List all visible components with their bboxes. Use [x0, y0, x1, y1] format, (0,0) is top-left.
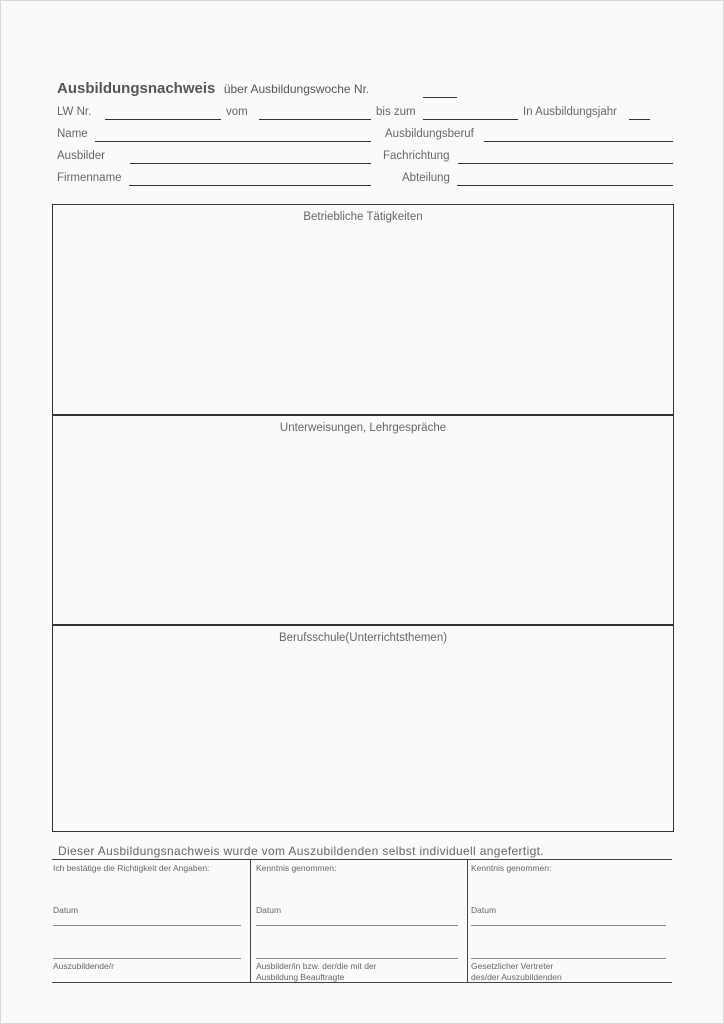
- section-betrieb-textarea[interactable]: [52, 230, 674, 415]
- ausbildungsjahr-field[interactable]: [629, 119, 650, 120]
- col3-datum-line[interactable]: [471, 925, 666, 926]
- form-title: [57, 80, 369, 100]
- bis-zum-label: bis zum: [376, 106, 416, 118]
- name-label: Name: [57, 128, 88, 140]
- signature-col-trainee: [52, 860, 250, 982]
- ausbildungsjahr-label: In Ausbildungsjahr: [523, 106, 617, 118]
- col2-datum-line[interactable]: [256, 925, 458, 926]
- name-field[interactable]: [95, 141, 371, 142]
- ausbildungsberuf-label: Ausbildungsberuf: [385, 128, 474, 140]
- section-betrieb-header: Betriebliche Tätigkeiten: [52, 204, 674, 231]
- signature-table: [52, 859, 672, 983]
- section-unterweisung-textarea[interactable]: [52, 441, 674, 625]
- section-unterweisung-header: Unterweisungen, Lehrgespräche: [52, 415, 674, 442]
- section-schule-header: Berufsschule(Unterrichtsthemen): [52, 625, 674, 652]
- abteilung-field[interactable]: [457, 185, 673, 186]
- col2-role-1: Ausbilder/in bzw. der/die mit der: [256, 961, 377, 971]
- col2-signature-line[interactable]: [256, 958, 458, 959]
- week-number-field[interactable]: [423, 97, 457, 98]
- col3-role-2: des/der Auszubildenden: [471, 972, 562, 982]
- fachrichtung-field[interactable]: [458, 163, 673, 164]
- vom-label: vom: [226, 106, 248, 118]
- col3-datum: Datum: [471, 905, 497, 915]
- ausbilder-field[interactable]: [130, 163, 371, 164]
- ausbilder-label: Ausbilder: [57, 150, 105, 162]
- col3-signature-line[interactable]: [471, 958, 666, 959]
- col1-head: Ich bestätige die Richtigkeit der Angaben:: [53, 863, 210, 873]
- lw-nr-label: LW Nr.: [57, 106, 92, 118]
- vom-field[interactable]: [259, 119, 371, 120]
- signature-col-trainer: [250, 860, 468, 982]
- signature-col-guardian: [467, 860, 673, 982]
- col3-role-1: Gesetzlicher Vertreter: [471, 961, 554, 971]
- fachrichtung-label: Fachrichtung: [383, 150, 450, 162]
- col2-datum: Datum: [256, 905, 282, 915]
- firmenname-field[interactable]: [129, 185, 371, 186]
- col1-signature-line[interactable]: [53, 958, 241, 959]
- lw-nr-field[interactable]: [105, 119, 221, 120]
- form-title-sub: über Ausbildungswoche Nr.: [223, 82, 370, 96]
- col1-datum: Datum: [53, 905, 79, 915]
- form-title-main: Ausbildungsnachweis: [57, 80, 216, 97]
- abteilung-label: Abteilung: [402, 172, 450, 184]
- firmenname-label: Firmenname: [57, 172, 122, 184]
- col1-datum-line[interactable]: [53, 925, 241, 926]
- col2-role-2: Ausbildung Beauftragte: [256, 972, 345, 982]
- col1-role: Auszubildende/r: [53, 961, 114, 971]
- col2-head: Kenntnis genommen:: [256, 863, 337, 873]
- col3-head: Kenntnis genommen:: [471, 863, 552, 873]
- ausbildungsberuf-field[interactable]: [484, 141, 673, 142]
- bis-zum-field[interactable]: [423, 119, 518, 120]
- footer-note: Dieser Ausbildungsnachweis wurde vom Auszubildenden selbst individuell angefertigt.: [58, 844, 544, 858]
- section-schule-textarea[interactable]: [52, 651, 674, 832]
